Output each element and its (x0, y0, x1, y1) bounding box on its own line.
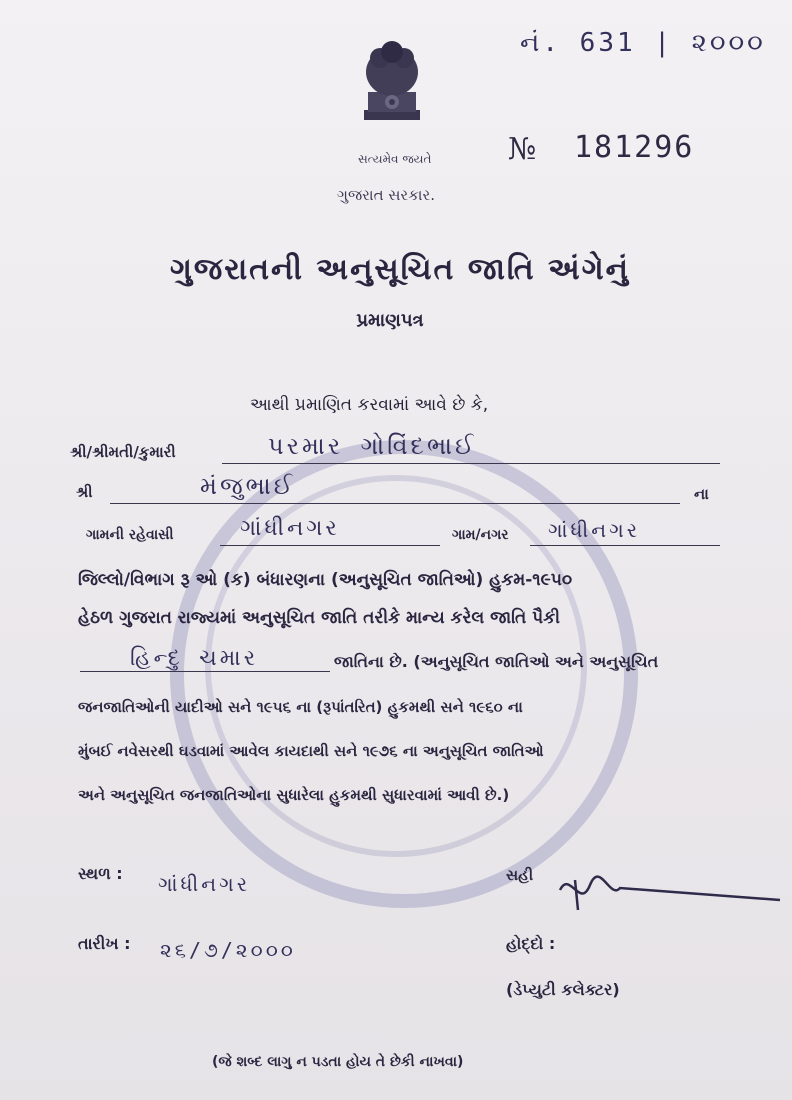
date-value: ૨૬/૭/૨૦૦૦ (160, 938, 296, 962)
date-label: તારીખ : (78, 934, 131, 953)
name-value: પરમાર ગોવિંદભાઈ (268, 432, 477, 460)
signature-label: સહી (506, 866, 534, 884)
reference-number: નં. 631 | ૨૦૦૦ (520, 28, 766, 58)
serial-number-label: № (508, 132, 537, 167)
paragraph-line-4: જનજાતિઓની યાદીઓ સને ૧૯૫૬ ના (રૂપાંતરિત) હુકમથી સને ૧૯૬૦ ના (78, 698, 523, 716)
village-label: ગામ/નગર (452, 527, 509, 543)
paragraph-line-1: જિલ્લો/વિભાગ રૂ ઓ (ક) બંધારણના (અનુસૂચિત જાતિઓ) હુકમ-૧૯૫૦ (78, 570, 573, 590)
government-name: ગુજરાત સરકાર. (337, 186, 435, 204)
certificate-title: ગુજરાતની અનુસૂચિત જાતિ અંગેનું (170, 252, 630, 287)
caste-value: હિન્દુ ચમાર (130, 646, 259, 671)
resident-value: ગાંધીનગર (240, 516, 340, 541)
resident-label: ગામની રહેવાસી (86, 527, 174, 543)
serial-number: 181296 (574, 130, 695, 165)
village-value: ગાંધીનગર (548, 518, 641, 542)
designation-value: (ડેપ્યુટી કલેક્ટર) (506, 980, 620, 999)
intro-text: આથી પ્રમાણિત કરવામાં આવે છે કે, (250, 395, 489, 415)
name-label: શ્રી/શ્રીમતી/કુમારી (70, 443, 176, 461)
father-label: શ્રી (76, 483, 93, 501)
emblem-caption: સત્યમેવ જયતે (358, 152, 432, 166)
certificate-subtitle: પ્રમાણપત્ર (356, 310, 424, 331)
paragraph-line-5: મુંબઈ નવેસરથી ઘડવામાં આવેલ કાયદાથી સને ૧૯૭૬ ના અનુસૂચિત જાતિઓ (78, 742, 544, 760)
place-value: ગાંધીનગર (158, 872, 251, 896)
signature-mark (540, 860, 790, 920)
paragraph-line-2: હેઠળ ગુજરાત રાજ્યમાં અનુસૂચિત જાતિ તરીકે માન્ય કરેલ જાતિ પૈકી (78, 608, 561, 628)
father-suffix: ના (694, 485, 709, 503)
paragraph-line-6: અને અનુસૂચિત જનજાતિઓના સુધારેલા હુકમથી સુધારવામાં આવી છે.) (78, 786, 510, 804)
place-label: સ્થળ : (78, 864, 123, 883)
national-emblem-icon (352, 32, 432, 152)
designation-label: હોદ્દો : (506, 934, 556, 953)
paragraph-line-3: જાતિના છે. (અનુસૂચિત જાતિઓ અને અનુસૂચિત (334, 652, 659, 671)
father-value: મંજુભાઈ (200, 472, 296, 500)
bottom-note: (જે શબ્દ લાગુ ન પડતા હોય તે છેકી નાખવા) (212, 1054, 464, 1070)
